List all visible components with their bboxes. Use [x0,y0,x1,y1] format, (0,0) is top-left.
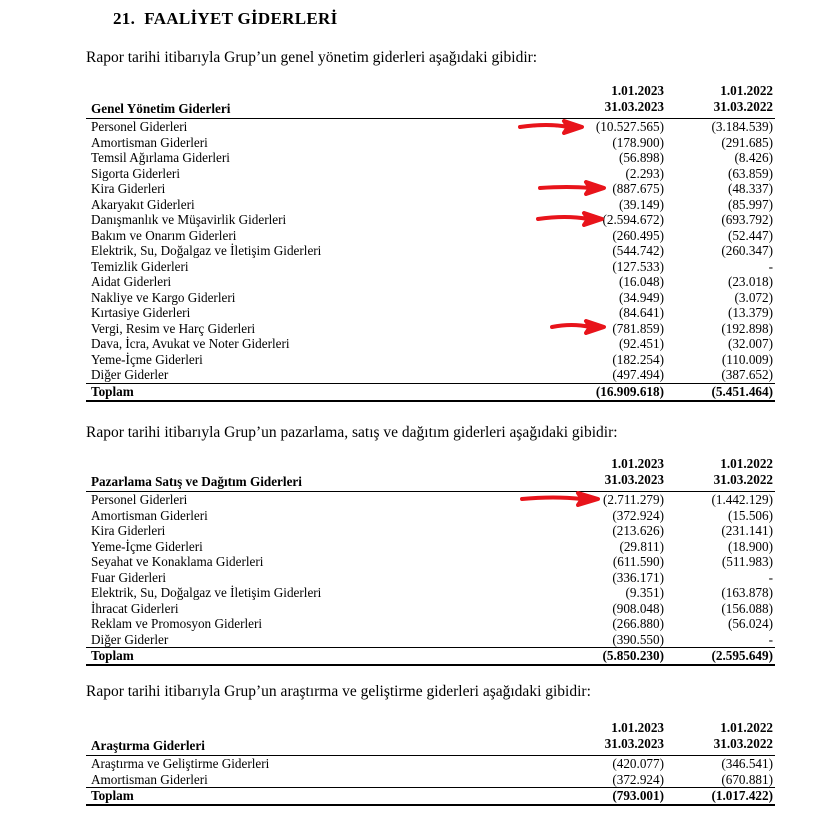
value-2022: (23.018) [727,274,773,289]
value-2023: (372.924) [612,771,664,787]
value-2023: (127.533) [612,258,664,274]
period-2023-header: 1.01.2023 31.03.2023 [604,456,664,487]
value-2023: (908.048) [612,600,664,616]
value-2022: (511.983) [721,554,773,569]
table-header [86,82,775,119]
table-row [86,259,775,275]
value-2022: - [768,258,773,274]
table-row [86,508,775,524]
row-label: Seyahat ve Konaklama Giderleri [91,554,264,569]
table-row [86,181,775,197]
row-label: Temsil Ağırlama Giderleri [91,150,230,165]
table-row [86,274,775,290]
row-label: Elektrik, Su, Doğalgaz ve İletişim Giderleri [91,585,322,600]
table-row [86,756,775,772]
value-2022: (3.072) [734,289,773,305]
value-2022: (1.442.129) [711,492,773,507]
value-2022: (110.009) [721,351,773,367]
row-label: Sigorta Giderleri [91,165,180,181]
table-row [86,352,775,368]
value-2023: (372.924) [612,507,664,523]
value-2022: (291.685) [721,134,773,150]
period-2022-header: 1.01.2022 31.03.2022 [713,720,773,751]
row-label: Diğer Giderler [91,631,169,647]
value-2022: (670.881) [721,771,773,787]
row-label: Kira Giderleri [91,523,166,538]
value-2022: (18.900) [727,538,773,554]
row-label: Araştırma ve Geliştirme Giderleri [91,756,270,771]
table-general-admin [86,82,775,402]
table-row [86,290,775,306]
total-row: Toplam (5.850.230) (2.595.649) [86,647,775,666]
value-2022: (192.898) [721,320,773,336]
row-label: Kırtasiye Giderleri [91,305,191,320]
table-research [86,719,775,806]
value-2022: (156.088) [721,600,773,616]
row-label: Vergi, Resim ve Harç Giderleri [91,320,256,336]
value-2023: (336.171) [612,569,664,585]
value-2023: (781.859) [612,320,664,336]
period-2022-header: 1.01.2022 31.03.2022 [713,83,773,114]
value-2022: (231.141) [721,523,773,538]
table-row [86,585,775,601]
table-row [86,616,775,632]
value-2022: (56.024) [727,616,773,631]
table-row [86,135,775,151]
value-2022: (3.184.539) [711,119,773,134]
value-2023: (182.254) [612,351,664,367]
table-row [86,119,775,135]
table-row [86,554,775,570]
period-2023-header: 1.01.2023 31.03.2023 [604,720,664,751]
row-label: Diğer Giderler [91,367,169,382]
value-2023: (34.949) [618,289,664,305]
intro-marketing: Rapor tarihi itibarıyla Grup’un pazarlama, satış ve dağıtım giderleri aşağıdaki gibidir: [86,424,618,441]
row-label: Fuar Giderleri [91,569,167,585]
row-label: Elektrik, Su, Doğalgaz ve İletişim Giderleri [91,243,322,258]
table-row [86,212,775,228]
row-label: Nakliye ve Kargo Giderleri [91,289,236,305]
value-2023: (497.494) [612,367,664,382]
value-2023: (260.495) [612,227,664,243]
table-header [86,455,775,492]
row-label: Reklam ve Promosyon Giderleri [91,616,263,631]
value-2023: (266.880) [612,616,664,631]
value-2022: - [768,569,773,585]
value-2022: (32.007) [727,336,773,351]
value-2023: (2.594.672) [602,212,664,227]
value-2023: (9.351) [625,585,664,600]
row-label: İhracat Giderleri [91,600,179,616]
table-row [86,150,775,166]
value-2023: (178.900) [612,134,664,150]
table-title: Pazarlama Satış ve Dağıtım Giderleri [91,474,302,489]
value-2022: (163.878) [721,585,773,600]
intro-general-admin: Rapor tarihi itibarıyla Grup’un genel yönetim giderleri aşağıdaki gibidir: [86,49,538,66]
value-2022: (693.792) [721,212,773,227]
table-row [86,228,775,244]
section-title: FAALİYET GİDERLERİ [144,9,338,28]
table-body [86,756,775,787]
value-2023: (390.550) [612,631,664,647]
value-2023: (2.293) [625,165,664,181]
table-marketing [86,455,775,666]
value-2022: - [768,631,773,647]
value-2023: (29.811) [619,538,664,554]
period-2022-header: 1.01.2022 31.03.2022 [713,456,773,487]
table-row [86,772,775,788]
table-row [86,243,775,259]
value-2023: (2.711.279) [602,492,664,507]
value-2023: (16.048) [618,274,664,289]
value-2023: (420.077) [612,756,664,771]
value-2022: (387.652) [721,367,773,382]
value-2022: (346.541) [721,756,773,771]
row-label: Yeme-İçme Giderleri [91,538,203,554]
row-label: Danışmanlık ve Müşavirlik Giderleri [91,212,287,227]
value-2022: (63.859) [727,165,773,181]
value-2022: (52.447) [727,227,773,243]
table-body [86,492,775,647]
value-2022: (8.426) [734,150,773,165]
row-label: Personel Giderleri [91,492,188,507]
table-row [86,632,775,648]
table-row [86,539,775,555]
table-title: Genel Yönetim Giderleri [91,101,231,116]
value-2023: (544.742) [612,243,664,258]
total-row: Toplam (16.909.618) (5.451.464) [86,383,775,402]
intro-research: Rapor tarihi itibarıyla Grup’un araştırma ve geliştirme giderleri aşağıdaki gibidir: [86,683,591,700]
value-2023: (887.675) [612,181,664,196]
value-2023: (213.626) [612,523,664,538]
value-2023: (10.527.565) [595,119,664,134]
table-title: Araştırma Giderleri [91,738,205,753]
row-label: Bakım ve Onarım Giderleri [91,227,237,243]
table-row [86,367,775,383]
table-row [86,166,775,182]
table-row [86,336,775,352]
value-2023: (56.898) [618,150,664,165]
row-label: Amortisman Giderleri [91,771,208,787]
table-header [86,719,775,756]
value-2023: (84.641) [618,305,664,320]
table-row [86,492,775,508]
total-row: Toplam (793.001) (1.017.422) [86,787,775,806]
row-label: Temizlik Giderleri [91,258,189,274]
row-label: Amortisman Giderleri [91,507,208,523]
value-2022: (85.997) [727,196,773,212]
value-2022: (13.379) [727,305,773,320]
value-2022: (15.506) [727,507,773,523]
period-2023-header: 1.01.2023 31.03.2023 [604,83,664,114]
table-row [86,570,775,586]
row-label: Kira Giderleri [91,181,166,196]
row-label: Yeme-İçme Giderleri [91,351,203,367]
value-2023: (92.451) [618,336,664,351]
table-row [86,197,775,213]
value-2023: (39.149) [618,196,664,212]
row-label: Amortisman Giderleri [91,134,208,150]
table-body [86,119,775,383]
row-label: Dava, İcra, Avukat ve Noter Giderleri [91,336,290,351]
table-row [86,321,775,337]
section-heading [113,9,338,29]
row-label: Personel Giderleri [91,119,188,134]
row-label: Aidat Giderleri [91,274,172,289]
value-2022: (48.337) [727,181,773,196]
value-2022: (260.347) [721,243,773,258]
table-row [86,305,775,321]
section-number: 21. [113,9,136,28]
table-row [86,523,775,539]
value-2023: (611.590) [612,554,664,569]
table-row [86,601,775,617]
row-label: Akaryakıt Giderleri [91,196,195,212]
